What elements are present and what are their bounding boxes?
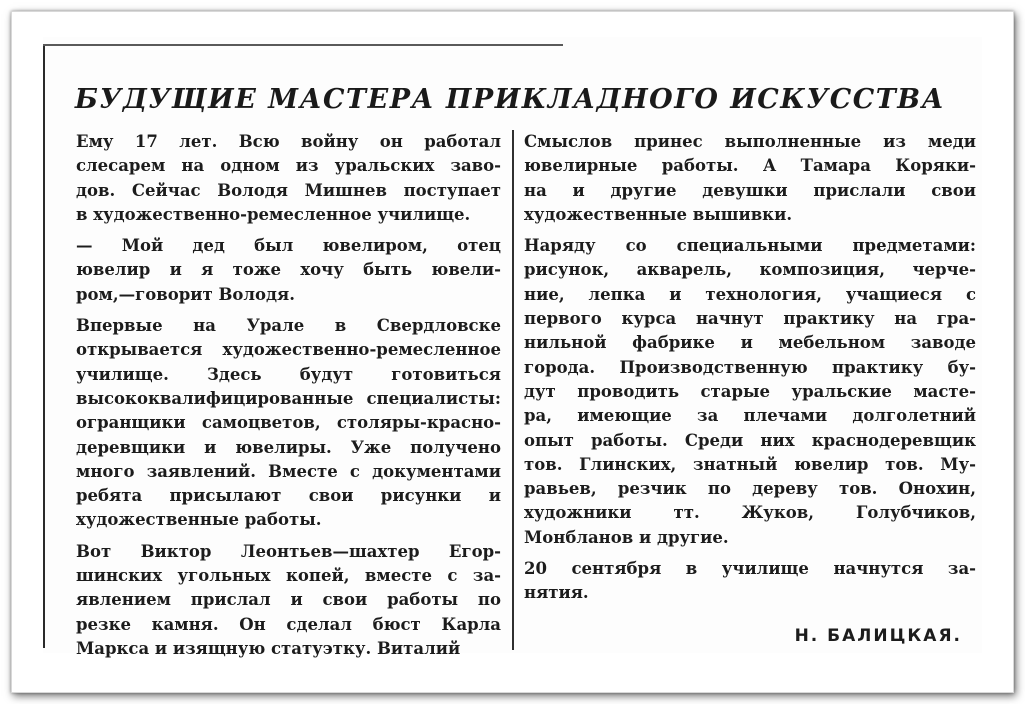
text-line: равьев, резчик по дереву тов. Онохин, [524, 479, 976, 499]
text-line: резке камня. Он сделал бюст Карла [76, 614, 501, 634]
paragraph-gap [76, 307, 501, 314]
text-line: огранщики самоцветов, столяры-красно- [76, 413, 501, 433]
paragraph [524, 130, 976, 227]
text-line: слесарем на одном из уральских заво- [76, 156, 501, 176]
text-line: Наряду со специальными предметами: [524, 236, 976, 256]
paragraph-gap [524, 550, 976, 557]
text-line: — Мой дед был ювелиром, отец [76, 236, 501, 256]
text-line: ювелир и я тоже хочу быть ювели- [76, 260, 501, 280]
text-line: училище. Здесь будут готовиться [76, 364, 501, 384]
text-line: опыт работы. Среди них краснодеревщик [524, 430, 976, 450]
paragraph [524, 557, 976, 606]
paragraph-gap [76, 227, 501, 234]
text-line: шинских угольных копей, вместе с за- [76, 566, 501, 586]
paragraph [76, 314, 501, 533]
text-line: деревщики и ювелиры. Уже получено [76, 437, 501, 457]
left-column [76, 130, 501, 661]
text-line: Впервые на Урале в Свердловске [76, 316, 501, 336]
text-line: на и другие девушки прислали свои [524, 180, 976, 200]
text-line: ние, лепка и технология, учащиеся с [524, 284, 976, 304]
clipping-left-rule [43, 44, 45, 648]
text-line: Ему 17 лет. Всю войну он работал [76, 132, 501, 151]
text-line: Смыслов принес выполненные из меди [524, 132, 976, 151]
right-column [524, 130, 976, 606]
text-line: Вот Виктор Леонтьев—шахтер Егор- [76, 541, 501, 561]
text-line: художники тт. Жуков, Голубчиков, [524, 503, 976, 523]
text-line: рисунок, акварель, композиция, черче- [524, 260, 976, 280]
text-line: города. Производственную практику бу- [524, 357, 976, 377]
text-line: 20 сентября в училище начнутся за- [524, 559, 976, 579]
text-line: явлением прислал и свои работы по [76, 590, 501, 610]
clipping-top-rule [43, 44, 563, 46]
text-line: Маркса и изящную статуэтку. Виталий [76, 638, 461, 658]
text-line: Монбланов и другие. [524, 527, 729, 547]
text-line: тов. Глинских, знатный ювелир тов. Му- [524, 454, 976, 474]
paragraph [76, 234, 501, 307]
column-divider [512, 130, 514, 650]
text-line: дут проводить старые уральские масте- [524, 381, 976, 401]
text-line: нильной фабрике и мебельном заводе [524, 333, 976, 353]
paragraph [76, 540, 501, 661]
text-line: ра, имеющие за плечами долголетний [524, 406, 976, 426]
paragraph-gap [524, 227, 976, 234]
text-line: ром,—говорит Володя. [76, 284, 295, 304]
text-line: художественные работы. [76, 510, 322, 530]
paragraph-gap [76, 533, 501, 540]
text-line: открывается художественно-ремесленное [76, 340, 501, 360]
article-headline: БУДУЩИЕ МАСТЕРА ПРИКЛАДНОГО ИСКУССТВА [74, 84, 946, 115]
text-line: художественные вышивки. [524, 204, 793, 224]
article-signature: Н. БАЛИЦКАЯ. [794, 626, 962, 646]
paragraph [76, 130, 501, 227]
text-line: нятия. [524, 583, 589, 603]
paragraph [524, 234, 976, 550]
text-line: дов. Сейчас Володя Мишнев поступает [76, 180, 501, 200]
text-line: высококвалифицированные специалисты: [76, 388, 501, 408]
text-line: в художественно-ремесленное училище. [76, 204, 471, 224]
text-line: много заявлений. Вместе с документами [76, 461, 501, 481]
text-line: ребята присылают свои рисунки и [76, 486, 501, 506]
text-line: ювелирные работы. А Тамара Коряки- [524, 156, 976, 176]
text-line: первого курса начнут практику на гра- [524, 309, 976, 329]
